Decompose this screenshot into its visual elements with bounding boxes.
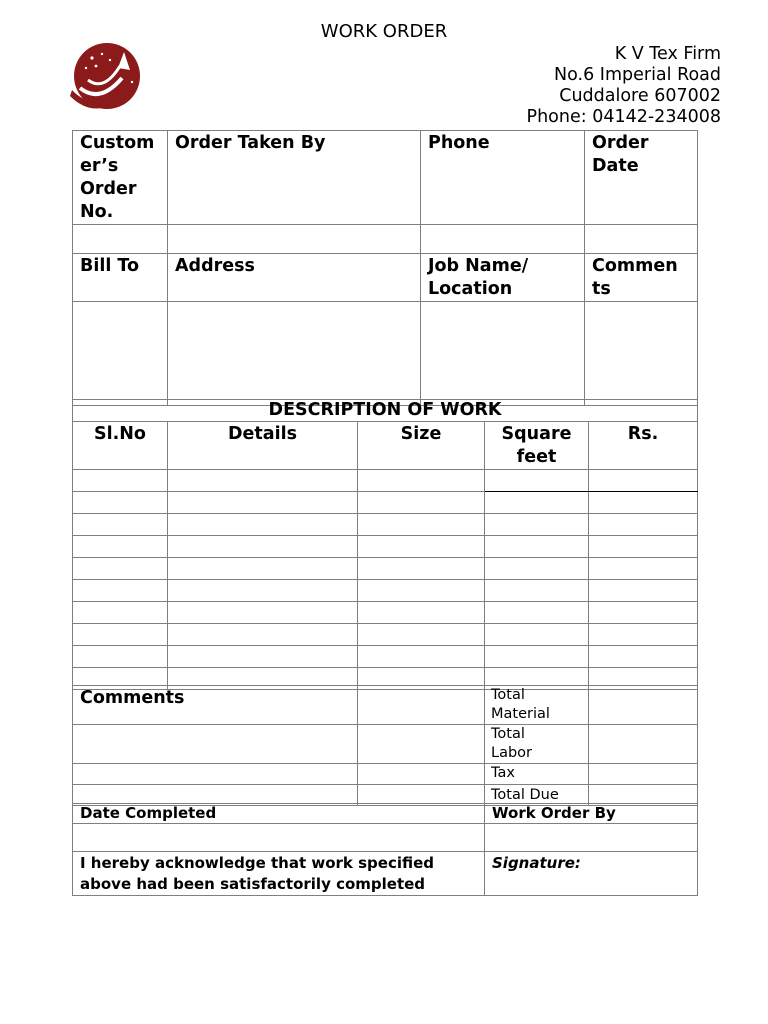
comments-field-line1[interactable] xyxy=(73,725,358,764)
acknowledgement-text: I hereby acknowledge that work specified above had been satisfactorily completed xyxy=(73,852,485,896)
table-row xyxy=(73,646,698,668)
phone-field[interactable] xyxy=(421,225,585,254)
totals-table xyxy=(72,685,698,806)
comments-extra-field-2[interactable] xyxy=(358,725,485,764)
comments-extra-field-3[interactable] xyxy=(358,764,485,785)
comments-label: Comments xyxy=(73,686,358,725)
total-due-label: Total Due xyxy=(485,785,589,806)
comments-field-line2[interactable] xyxy=(73,764,358,785)
table-row xyxy=(73,470,698,492)
table-row xyxy=(73,624,698,646)
order-info-table xyxy=(72,130,698,406)
company-address-line1: No.6 Imperial Road xyxy=(554,65,721,85)
job-name-header: Job Name/ Location xyxy=(421,254,585,302)
comments-field[interactable] xyxy=(585,302,698,406)
comments-header: Commen ts xyxy=(585,254,698,302)
table-row xyxy=(73,558,698,580)
work-section-title: DESCRIPTION OF WORK xyxy=(73,400,698,422)
table-row xyxy=(73,514,698,536)
total-labor-label: Total Labor xyxy=(485,725,589,764)
column-header-details: Details xyxy=(168,422,358,470)
bill-to-header: Bill To xyxy=(73,254,168,302)
bill-to-field[interactable] xyxy=(73,302,168,406)
customer-order-no-header: Custom er’s Order No. xyxy=(73,131,168,225)
order-date-field[interactable] xyxy=(585,225,698,254)
tax-field[interactable] xyxy=(589,764,698,785)
column-header-square-feet: Square feet xyxy=(485,422,589,470)
completion-table xyxy=(72,803,698,896)
customer-order-no-field[interactable] xyxy=(73,225,168,254)
company-logo xyxy=(66,42,144,114)
job-name-field[interactable] xyxy=(421,302,585,406)
tax-label: Tax xyxy=(485,764,589,785)
address-field[interactable] xyxy=(168,302,421,406)
work-order-by-label: Work Order By xyxy=(485,804,698,824)
company-info xyxy=(527,44,721,128)
date-completed-label: Date Completed xyxy=(73,804,485,824)
date-completed-field[interactable] xyxy=(73,824,485,852)
company-address-line2: Cuddalore 607002 xyxy=(559,86,721,106)
order-taken-by-header: Order Taken By xyxy=(168,131,421,225)
company-phone: Phone: 04142-234008 xyxy=(526,107,721,127)
total-labor-field[interactable] xyxy=(589,725,698,764)
column-header-slno: Sl.No xyxy=(73,422,168,470)
table-row xyxy=(73,536,698,558)
work-order-by-field[interactable] xyxy=(485,824,698,852)
document-title: WORK ORDER xyxy=(320,21,448,42)
table-row xyxy=(73,580,698,602)
order-taken-by-field[interactable] xyxy=(168,225,421,254)
table-row xyxy=(73,492,698,514)
order-date-header: Order Date xyxy=(585,131,698,225)
company-name: K V Tex Firm xyxy=(614,44,721,64)
comments-extra-field[interactable] xyxy=(358,686,485,725)
table-row xyxy=(73,602,698,624)
total-material-field[interactable] xyxy=(589,686,698,725)
signature-field[interactable]: Signature: xyxy=(485,852,698,896)
column-header-rs: Rs. xyxy=(589,422,698,470)
total-material-label: Total Material xyxy=(485,686,589,725)
address-header: Address xyxy=(168,254,421,302)
column-header-size: Size xyxy=(358,422,485,470)
work-description-table xyxy=(72,399,698,690)
phone-header: Phone xyxy=(421,131,585,225)
